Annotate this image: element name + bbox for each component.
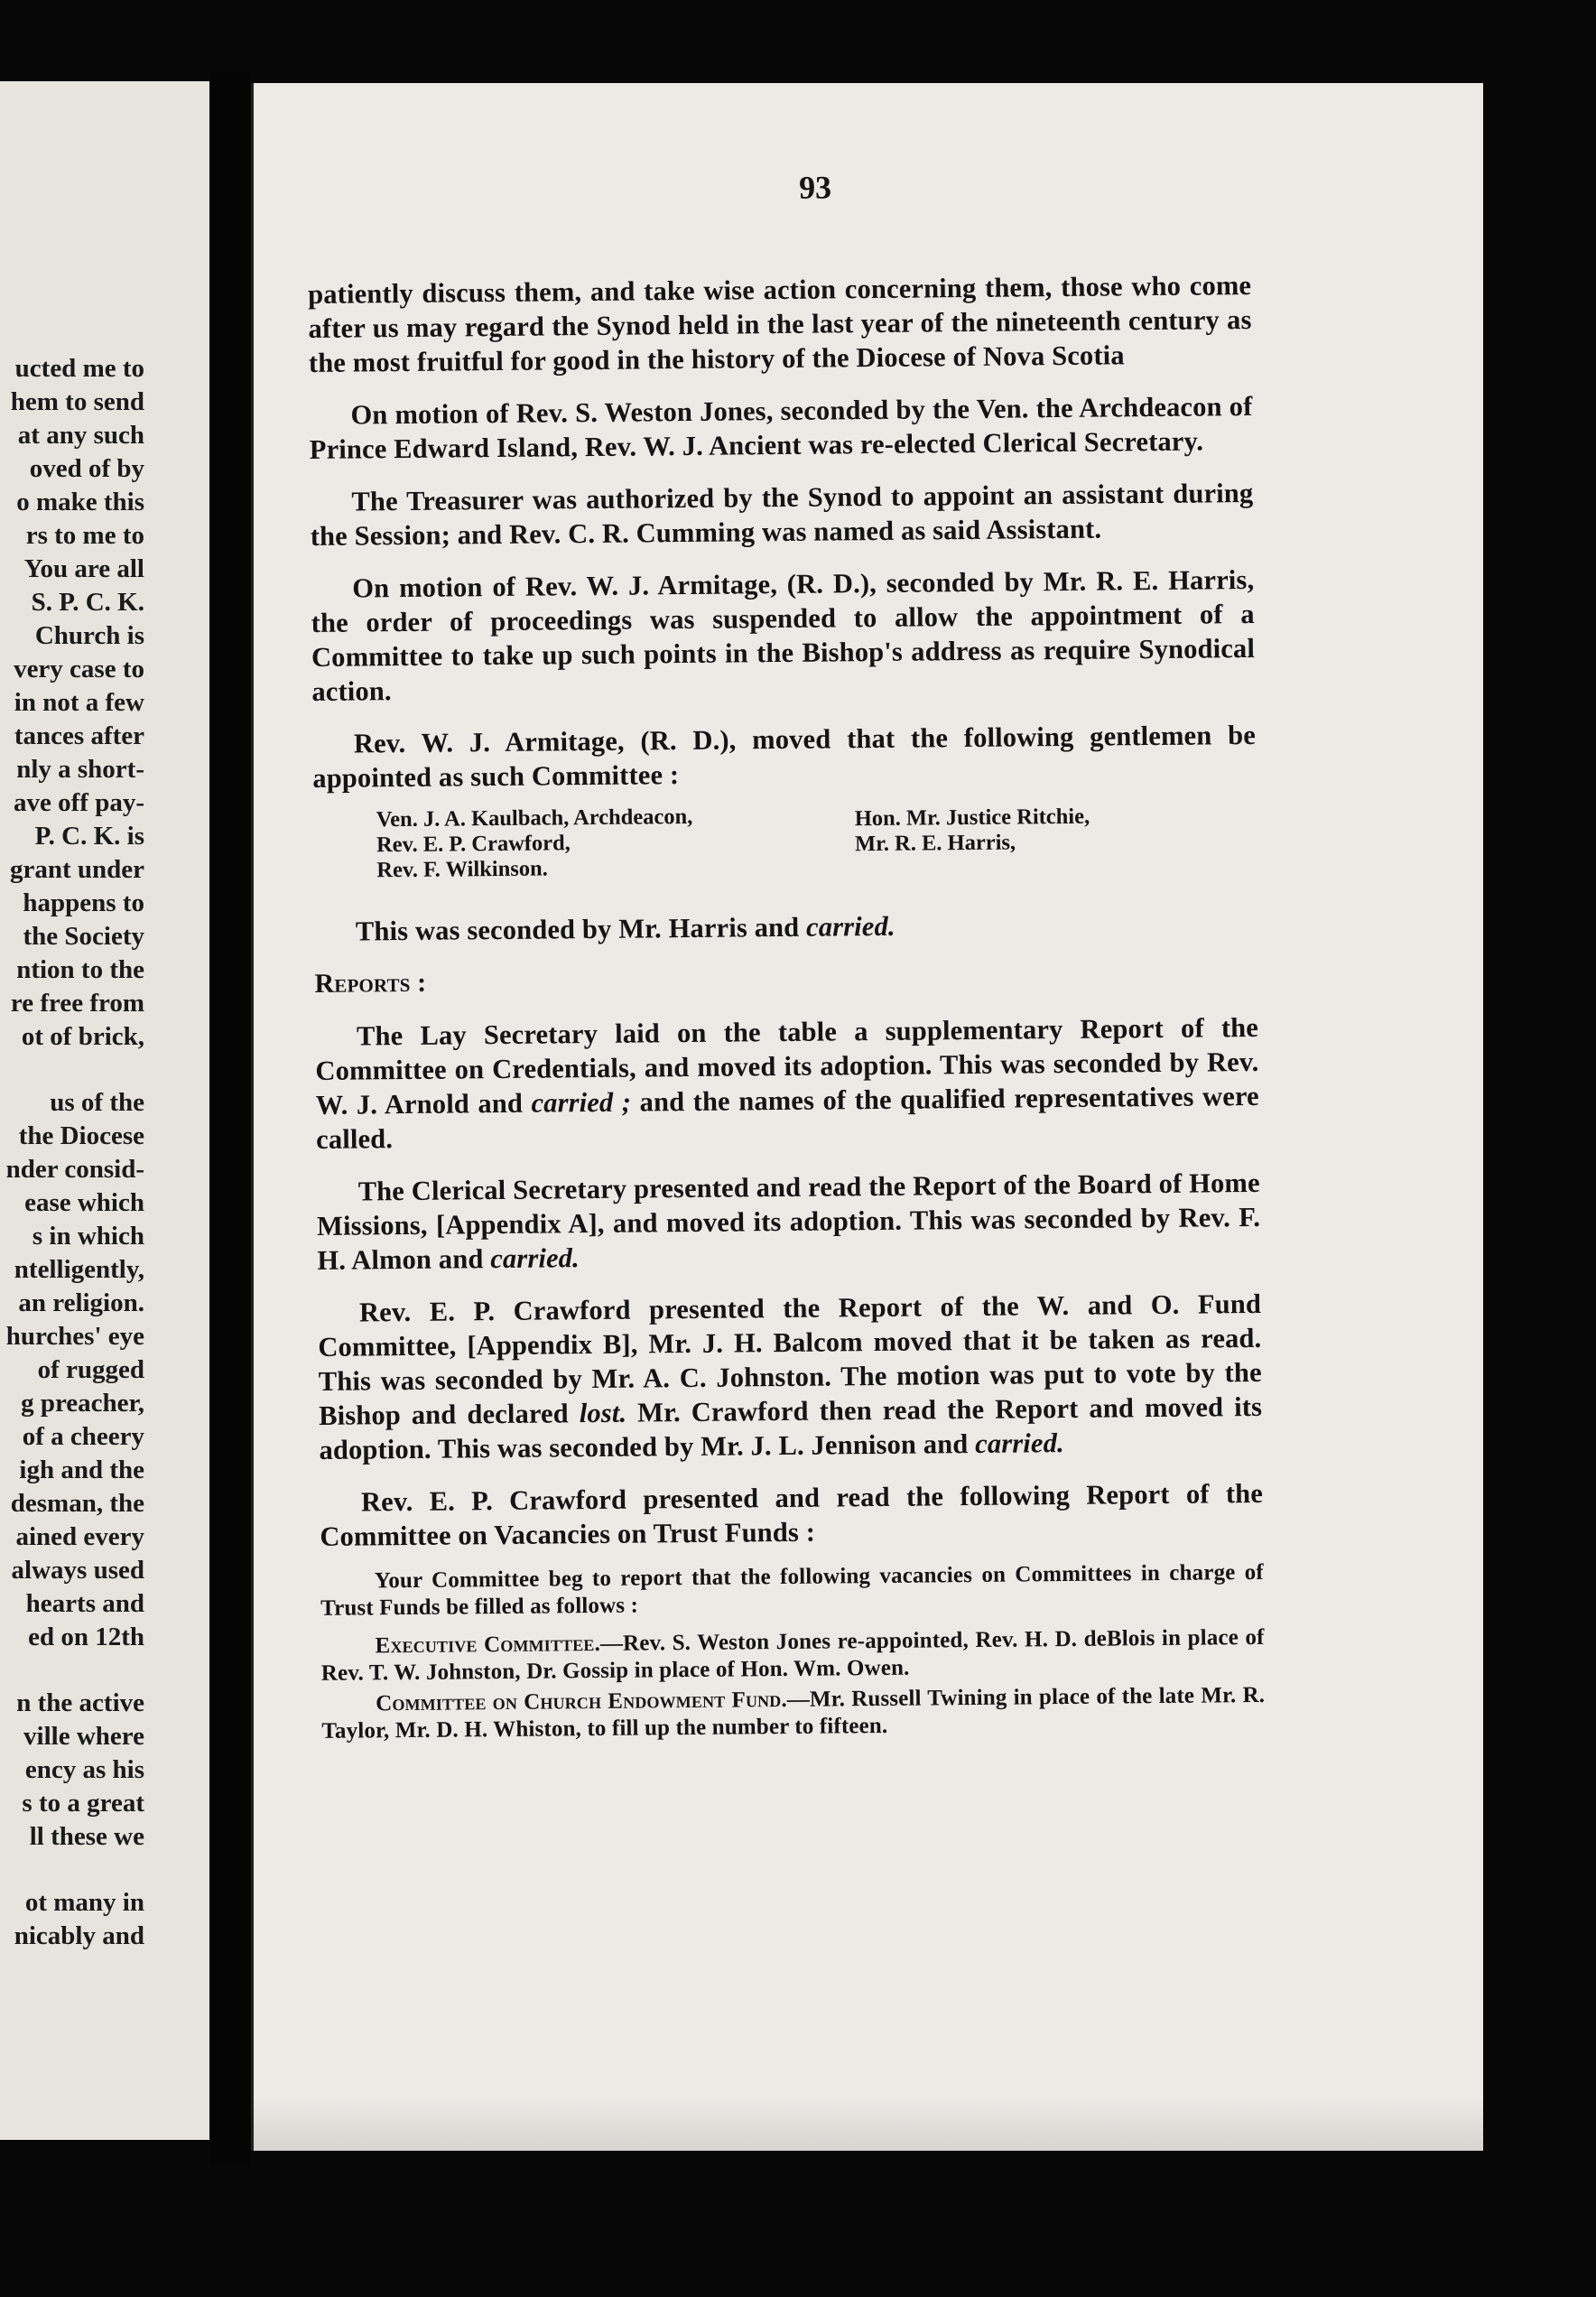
carried-italic: carried.: [975, 1427, 1064, 1459]
executive-committee-entry: [320, 1624, 1265, 1688]
report-intro: Your Committee beg to report that the following vacancies on Committees in charge of Trust Funds be filled as follows :: [320, 1559, 1264, 1621]
page-edge-shadow: [254, 2097, 1483, 2151]
adjacent-page-line: at any such: [17, 421, 144, 450]
adjacent-page-line: nder consid-: [5, 1155, 144, 1184]
seconded-text: This was seconded by Mr. Harris and: [355, 911, 800, 947]
adjacent-page-line: o make this: [16, 488, 144, 516]
adjacent-page-line: of rugged: [37, 1355, 144, 1384]
paragraph-secretary-motion: On motion of Rev. S. Weston Jones, seconded by the Ven. the Archdeacon of Prince Edward Island, Rev. W. J. Ancient was re-elected Clerical Secretary.: [309, 390, 1253, 465]
adjacent-page-line: You are all: [23, 554, 144, 583]
adjacent-page-fragment: [0, 81, 209, 2140]
adjacent-page-gap: [0, 1654, 144, 1687]
committee-column-right: [855, 803, 1253, 857]
carried-italic: carried.: [490, 1242, 580, 1275]
adjacent-page-gap: [0, 1054, 144, 1086]
lost-italic: lost.: [579, 1397, 627, 1429]
executive-committee-text: —Rev. S. Weston Jones re-appointed, Rev. H. D. deBlois in place of Rev. T. W. Johnston, Dr. Gossip in place of Hon. Wm. Owen.: [320, 1624, 1265, 1686]
paragraph-armitage-motion: On motion of Rev. W. J. Armitage, (R. D.), seconded by Mr. R. E. Harris, the order of proceedings was suspended to allow the appointment of a Committee to take up such points in the Bishop's address as require Synodical action.: [311, 563, 1256, 707]
adjacent-page-line: oved of by: [29, 454, 144, 483]
lay-secretary-text: The Lay Secretary laid on the table a supplementary Report of the Committee on Credentials, and moved its adoption. This was seconded by Rev. W. J. Arnold and: [315, 1011, 1259, 1121]
adjacent-page-line: nicably and: [14, 1921, 144, 1950]
adjacent-page-line: nly a short-: [16, 755, 144, 784]
page-body: [308, 169, 1266, 1745]
adjacent-page-line: ot of brick,: [21, 1022, 144, 1051]
committee-member: Rev. E. P. Crawford,: [376, 831, 571, 858]
committee-column-left: [376, 803, 847, 883]
adjacent-page-line: igh and the: [19, 1455, 144, 1484]
adjacent-page-line: of a cheery: [22, 1422, 144, 1451]
adjacent-page-line: n the active: [16, 1688, 144, 1717]
adjacent-page-line: S. P. C. K.: [31, 588, 144, 617]
adjacent-page-line: s in which: [32, 1222, 144, 1251]
committee-member: Ven. J. A. Kaulbach, Archdeacon,: [376, 804, 693, 832]
paragraph-continuation: patiently discuss them, and take wise action concerning them, those who come after us may regard the Synod held in the last year of the nineteenth century as the most fruitful for good in the history of the Diocese of Nova Scotia: [308, 269, 1252, 378]
adjacent-page-line: ville where: [23, 1722, 144, 1751]
adjacent-page-line: very case to: [14, 655, 144, 684]
committee-member-list: [313, 799, 1257, 898]
carried-italic: carried.: [805, 910, 895, 943]
adjacent-page-line: hurches' eye: [5, 1322, 144, 1351]
reports-heading: Reports :: [314, 967, 427, 999]
adjacent-page-line: hearts and: [25, 1589, 144, 1618]
adjacent-page-line: re free from: [10, 989, 144, 1018]
paragraph-armitage-moved: Rev. W. J. Armitage, (R. D.), moved that the following gentlemen be appointed as such Committee :: [312, 719, 1257, 794]
crawford-text-end: Mr. Crawford then read the Report and moved its adoption. This was seconded by Mr. J. L. Jennison and: [319, 1390, 1263, 1465]
committee-member: Mr. R. E. Harris,: [854, 830, 1016, 857]
adjacent-page-line: ency as his: [24, 1755, 144, 1784]
book-gutter: [209, 72, 251, 2167]
adjacent-page-line: ease which: [24, 1188, 144, 1217]
adjacent-page-line: in not a few: [14, 688, 144, 717]
paragraph-clerical-secretary: [317, 1166, 1261, 1278]
adjacent-page-line: an religion.: [18, 1288, 144, 1317]
adjacent-page-line: happens to: [23, 888, 144, 917]
adjacent-page-line: ucted me to: [14, 354, 144, 383]
adjacent-page-line: rs to me to: [25, 521, 144, 550]
adjacent-page-line: grant under: [9, 855, 144, 884]
document-page: [251, 83, 1483, 2151]
crawford-text: Rev. E. P. Crawford presented the Report of the W. and O. Fund Committee, [Appendix B], Mr. J. H. Balcom moved that it be taken as read. This was seconded by Mr. A. C. Johnston. The motion was put to vote by the Bishop and declared: [318, 1288, 1262, 1431]
lay-secretary-text-end: and the names of the qualified representatives were called.: [316, 1080, 1259, 1155]
executive-committee-label: Executive Committee.: [375, 1631, 601, 1659]
adjacent-page-line: ave off pay-: [14, 788, 144, 817]
paragraph-seconded: [314, 906, 1257, 949]
adjacent-page-line: desman, the: [10, 1489, 144, 1518]
adjacent-page-gap: [0, 1854, 144, 1886]
committee-member: Rev. F. Wilkinson.: [376, 856, 548, 883]
adjacent-page-line: ot many in: [24, 1888, 144, 1917]
adjacent-page-line: the Diocese: [18, 1121, 144, 1150]
adjacent-page-line: ll these we: [29, 1822, 144, 1851]
adjacent-page-text: [0, 352, 144, 1953]
adjacent-page-line: always used: [11, 1556, 144, 1585]
adjacent-page-line: ntelligently,: [14, 1255, 144, 1284]
carried-italic: carried ;: [531, 1086, 632, 1119]
adjacent-page-line: Church is: [34, 621, 144, 650]
endowment-fund-entry: [321, 1682, 1266, 1745]
paragraph-lay-secretary: [315, 1010, 1259, 1157]
paragraph-crawford-vacancies: Rev. E. P. Crawford presented and read the following Report of the Committee on Vacancies on Trust Funds :: [320, 1477, 1264, 1552]
adjacent-page-line: ained every: [15, 1522, 144, 1551]
adjacent-page-line: s to a great: [22, 1789, 144, 1818]
adjacent-page-line: ntion to the: [16, 955, 144, 984]
adjacent-page-line: us of the: [50, 1088, 144, 1117]
endowment-fund-label: Committee on Church Endowment Fund.: [376, 1687, 787, 1716]
adjacent-page-line: ed on 12th: [28, 1623, 144, 1651]
adjacent-page-line: g preacher,: [21, 1389, 144, 1418]
paragraph-crawford-wo-fund: [318, 1287, 1263, 1467]
page-number: 93: [798, 169, 832, 206]
adjacent-page-line: P. C. K. is: [34, 822, 144, 851]
clerical-text: The Clerical Secretary presented and read the Report of the Board of Home Missions, [Appendix A], and moved its adoption. This was seconded by Rev. F. H. Almon and: [316, 1167, 1261, 1276]
adjacent-page-line: hem to send: [10, 387, 144, 416]
adjacent-page-line: the Society: [23, 922, 144, 951]
paragraph-treasurer: The Treasurer was authorized by the Synod to appoint an assistant during the Session; and Rev. C. R. Cumming was named as said Assistant.: [310, 477, 1254, 552]
committee-member: Hon. Mr. Justice Ritchie,: [854, 804, 1090, 832]
endowment-fund-text: —Mr. Russell Twining in place of the late Mr. R. Taylor, Mr. D. H. Whiston, to fill up the number to fifteen.: [321, 1682, 1266, 1744]
adjacent-page-line: tances after: [14, 721, 144, 750]
